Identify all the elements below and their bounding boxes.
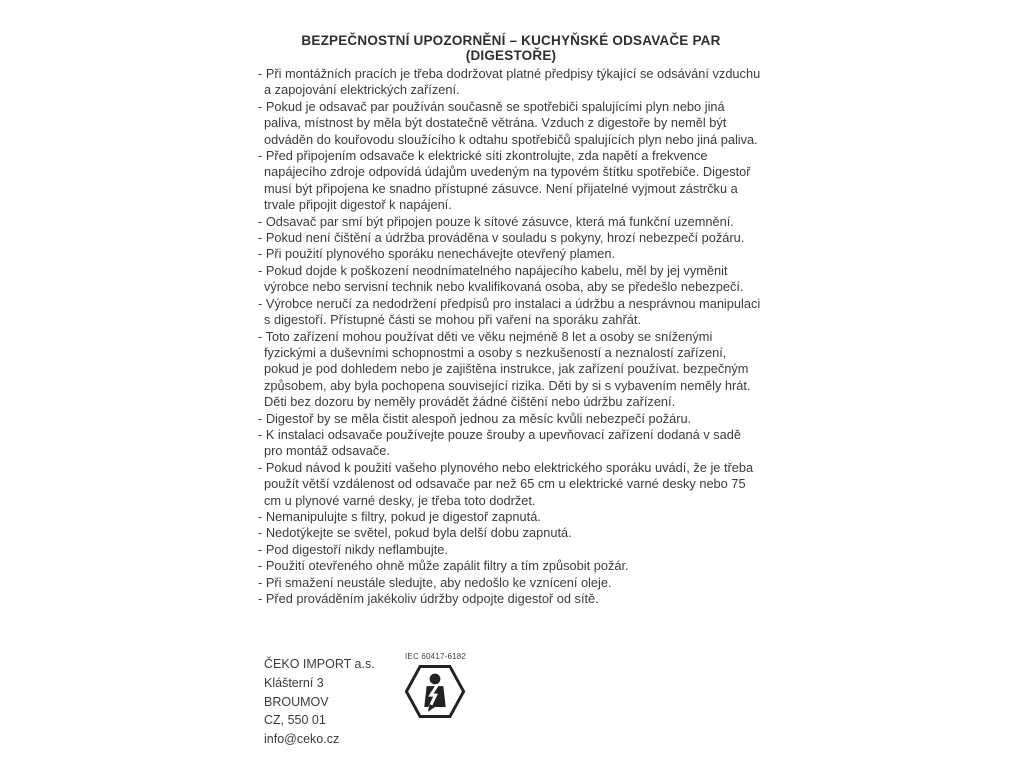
warning-item: - Před připojením odsavače k elektrické síti zkontrolujte, zda napětí a frekvence napájecího zdroje odpovídá údajům uvedeným na typovém štítku spotřebiče. Digestoř musí být připojena ke snadno přístupné zásuvce. Není přijatelné vyjmout zástrčku a trvale připojit digestoř k napájení.: [258, 148, 751, 213]
iec-symbol-label: IEC 60417-6182: [405, 652, 467, 661]
warning-item: - Před prováděním jakékoliv údržby odpojte digestoř od sítě.: [258, 591, 599, 606]
warning-item: - K instalaci odsavače používejte pouze šrouby a upevňovací zařízení dodaná v sadě pro montáž odsavače.: [258, 426, 742, 459]
iec-skilled-person-icon: [404, 664, 466, 719]
warning-item: - Pokud dojde k poškození neodnímatelného napájecího kabelu, měl by jej vyměnit výrobce nebo servisní technik nebo kvalifikovaná osoba, aby se předešlo nebezpečí.: [258, 262, 744, 295]
warning-item: - Při smažení neustále sledujte, aby nedošlo ke vznícení oleje.: [258, 574, 612, 590]
warning-item: - Při montážních pracích je třeba dodržovat platné předpisy týkající se odsávání vzduchu a zapojování elektrických zařízení.: [258, 66, 761, 98]
page-title: BEZPEČNOSTNÍ UPOZORNĚNÍ – KUCHYŇSKÉ ODSAVAČE PAR (DIGESTOŘE): [301, 33, 721, 63]
warning-item: - Při použití plynového sporáku nenechávejte otevřený plamen.: [258, 246, 616, 262]
warning-item: - Pokud není čištění a údržba prováděna v souladu s pokyny, hrozí nebezpečí požáru.: [258, 230, 745, 246]
certification-block: [404, 652, 484, 719]
company-info-line: Klášterní 3: [264, 675, 324, 690]
warning-item: - Toto zařízení mohou používat děti ve věku nejméně 8 let a osoby se sníženými fyzickými a duševními schopnostmi a osoby s nezkušeností a neznalostí zařízení, pokud je pod dohledem nebo je zajištěna instrukce, jak zařízení používat. bezpečným způsobem, aby byla pochopena související rizika. Děti by si s vybavením neměly hrát. Děti bez dozoru by neměly provádět žádné čištění nebo údržbu zařízení.: [258, 328, 751, 410]
warning-item: - Použití otevřeného ohně může zapálit filtry a tím způsobit požár.: [258, 558, 629, 574]
warning-item: - Pod digestoří nikdy neflambujte.: [258, 541, 448, 557]
warning-list: [258, 66, 762, 607]
footer: [264, 652, 764, 747]
company-info-line: ČEKO IMPORT a.s.: [264, 657, 375, 671]
warning-item: - Nemanipulujte s filtry, pokud je digestoř zapnutá.: [258, 508, 541, 524]
warning-item: - Pokud návod k použití vašeho plynového nebo elektrického sporáku uvádí, že je třeba použít větší vzdálenost od odsavače par než 65 cm u elektrické varné desky nebo 75 cm u plynové varné desky, je třeba toto dodržet.: [258, 459, 754, 508]
company-info-line: CZ, 550 01: [264, 713, 326, 728]
warning-item: - Odsavač par smí být připojen pouze k sítové zásuvce, která má funkční uzemnění.: [258, 213, 734, 229]
company-info-line: info@ceko.cz: [264, 732, 340, 747]
warning-item: - Digestoř by se měla čistit alespoň jednou za měsíc kvůli nebezpečí požáru.: [258, 410, 692, 426]
warning-item: - Nedotýkejte se světel, pokud byla delší dobu zapnutá.: [258, 525, 572, 541]
warning-item: - Výrobce neručí za nedodržení předpisů pro instalaci a údržbu a nesprávnou manipulaci s digestoří. Přístupné části se mohou při vaření na sporáku zahřát.: [258, 295, 761, 328]
company-info-line: BROUMOV: [264, 694, 329, 709]
warning-item: - Pokud je odsavač par používán současně se spotřebiči spalujícími plyn nebo jiná paliva, místnost by měla být dostatečně větrána. Vzduch z digestoře by neměl být odváděn do kouřovodu sloužícího k odtahu spotřebičů spalujících plyn nebo jiná paliva.: [258, 98, 758, 147]
company-info: [264, 655, 375, 749]
